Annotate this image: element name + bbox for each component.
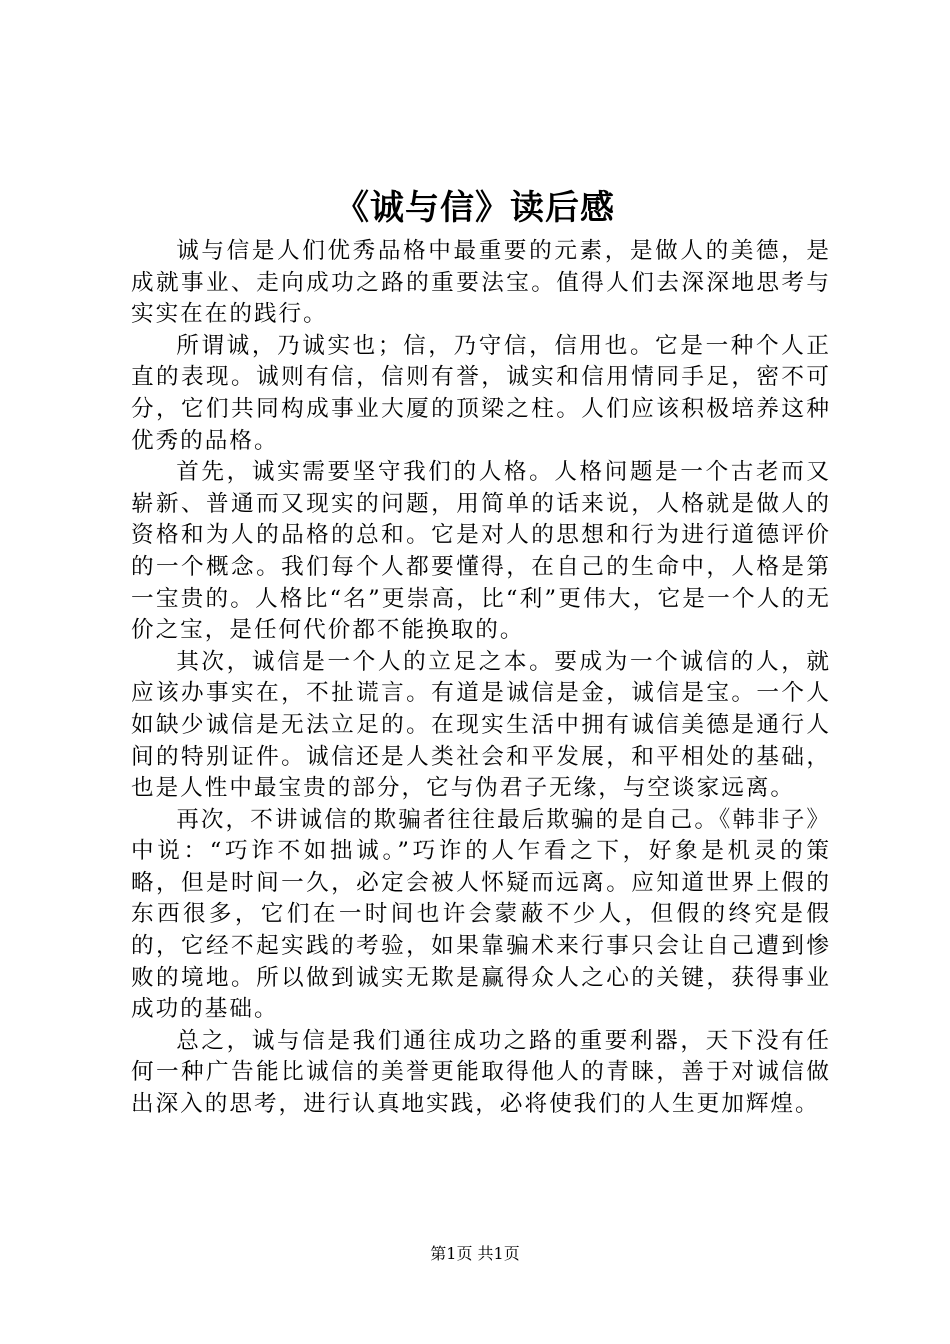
paragraph-1: 诚与信是人们优秀品格中最重要的元素，是做人的美德，是成就事业、走向成功之路的重要法宝。值得人们去深深地思考与实实在在的践行。 [131,238,831,328]
paragraph-4: 其次，诚信是一个人的立足之本。要成为一个诚信的人，就应该办事实在，不扯谎言。有道是诚信是金，诚信是宝。一个人如缺少诚信是无法立足的。在现实生活中拥有诚信美德是通行人间的特别证件。诚信还是人类社会和平发展，和平相处的基础，也是人性中最宝贵的部分，它与伪君子无缘，与空谈家远离。 [131,648,831,802]
paragraph-6: 总之，诚与信是我们通往成功之路的重要利器，天下没有任何一种广告能比诚信的美誉更能取得他人的青睐，善于对诚信做出深入的思考，进行认真地实践，必将使我们的人生更加辉煌。 [131,1027,831,1118]
document-title: 《诚与信》读后感 [335,188,615,228]
paragraph-3: 首先，诚实需要坚守我们的人格。人格问题是一个古老而又崭新、普通而又现实的问题，用简单的话来说，人格就是做人的资格和为人的品格的总和。它是对人的思想和行为进行道德评价的一个概念。我们每个人都要懂得，在自己的生命中，人格是第一宝贵的。人格比“名”更崇高，比“利”更伟大，它是一个人的无价之宝，是任何代价都不能换取的。 [131,459,831,644]
paragraph-2: 所谓诚，乃诚实也；信，乃守信，信用也。它是一种个人正直的表现。诚则有信，信则有誉，诚实和信用情同手足，密不可分，它们共同构成事业大厦的顶梁之柱。人们应该积极培养这种优秀的品格。 [131,332,831,454]
page-footer: 第1页 共1页 [430,1244,520,1263]
document-body [131,236,831,1121]
paragraph-5: 再次，不讲诚信的欺骗者往往最后欺骗的是自己。《韩非子》中说：“巧诈不如拙诚。”巧诈的人乍看之下，好象是机灵的策略，但是时间一久，必定会被人怀疑而远离。应知道世界上假的东西很多，它们在一时间也许会蒙蔽不少人，但假的终究是假的，它经不起实践的考验，如果靠骗术来行事只会让自己遭到惨败的境地。所以做到诚实无欺是赢得众人之心的关键，获得事业成功的基础。 [131,806,831,1023]
